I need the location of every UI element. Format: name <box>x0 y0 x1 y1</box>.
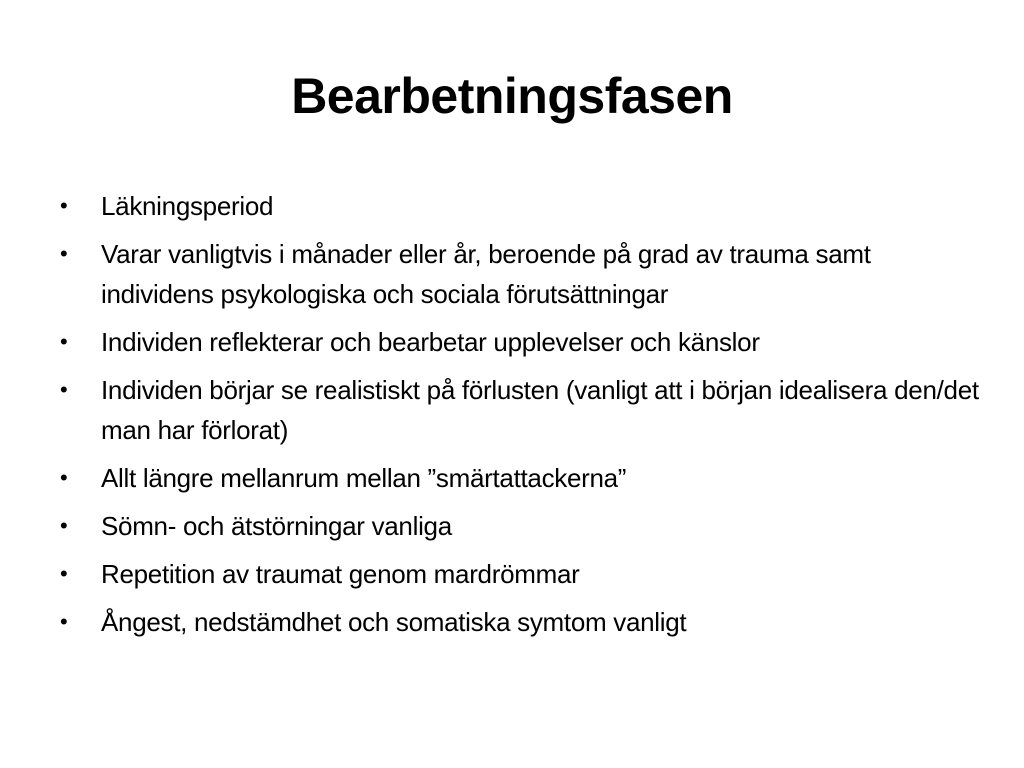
bullet-item <box>57 554 987 594</box>
bullet-item <box>57 506 987 546</box>
bullet-text: Varar vanligtvis i månader eller år, beroende på grad av trauma samt individens psykologiska och sociala förutsättningar <box>101 239 871 309</box>
bullet-dot-icon: • <box>60 377 68 402</box>
bullet-dot-icon: • <box>60 465 68 490</box>
bullet-text: Sömn- och ätstörningar vanliga <box>101 511 452 541</box>
bullet-item <box>57 370 987 450</box>
bullet-dot-icon: • <box>60 329 68 354</box>
slide-title: Bearbetningsfasen <box>291 68 733 124</box>
bullet-text: Repetition av traumat genom mardrömmar <box>101 559 580 589</box>
bullet-text: Allt längre mellanrum mellan ”smärtattackerna” <box>101 463 627 493</box>
bullet-item <box>57 322 987 362</box>
bullet-dot-icon: • <box>60 609 68 634</box>
bullet-text: Läkningsperiod <box>101 191 274 221</box>
bullet-item <box>57 602 987 642</box>
bullet-text: Ångest, nedstämdhet och somatiska symtom vanligt <box>101 607 687 637</box>
bullet-list <box>57 186 987 650</box>
bullet-dot-icon: • <box>60 193 68 218</box>
bullet-item <box>57 234 987 314</box>
bullet-item <box>57 186 987 226</box>
bullet-dot-icon: • <box>60 513 68 538</box>
bullet-item <box>57 458 987 498</box>
bullet-text: Individen börjar se realistiskt på förlusten (vanligt att i början idealisera den/det man har förlorat) <box>101 375 979 445</box>
bullet-dot-icon: • <box>60 561 68 586</box>
bullet-dot-icon: • <box>60 241 68 266</box>
bullet-text: Individen reflekterar och bearbetar upplevelser och känslor <box>101 327 760 357</box>
